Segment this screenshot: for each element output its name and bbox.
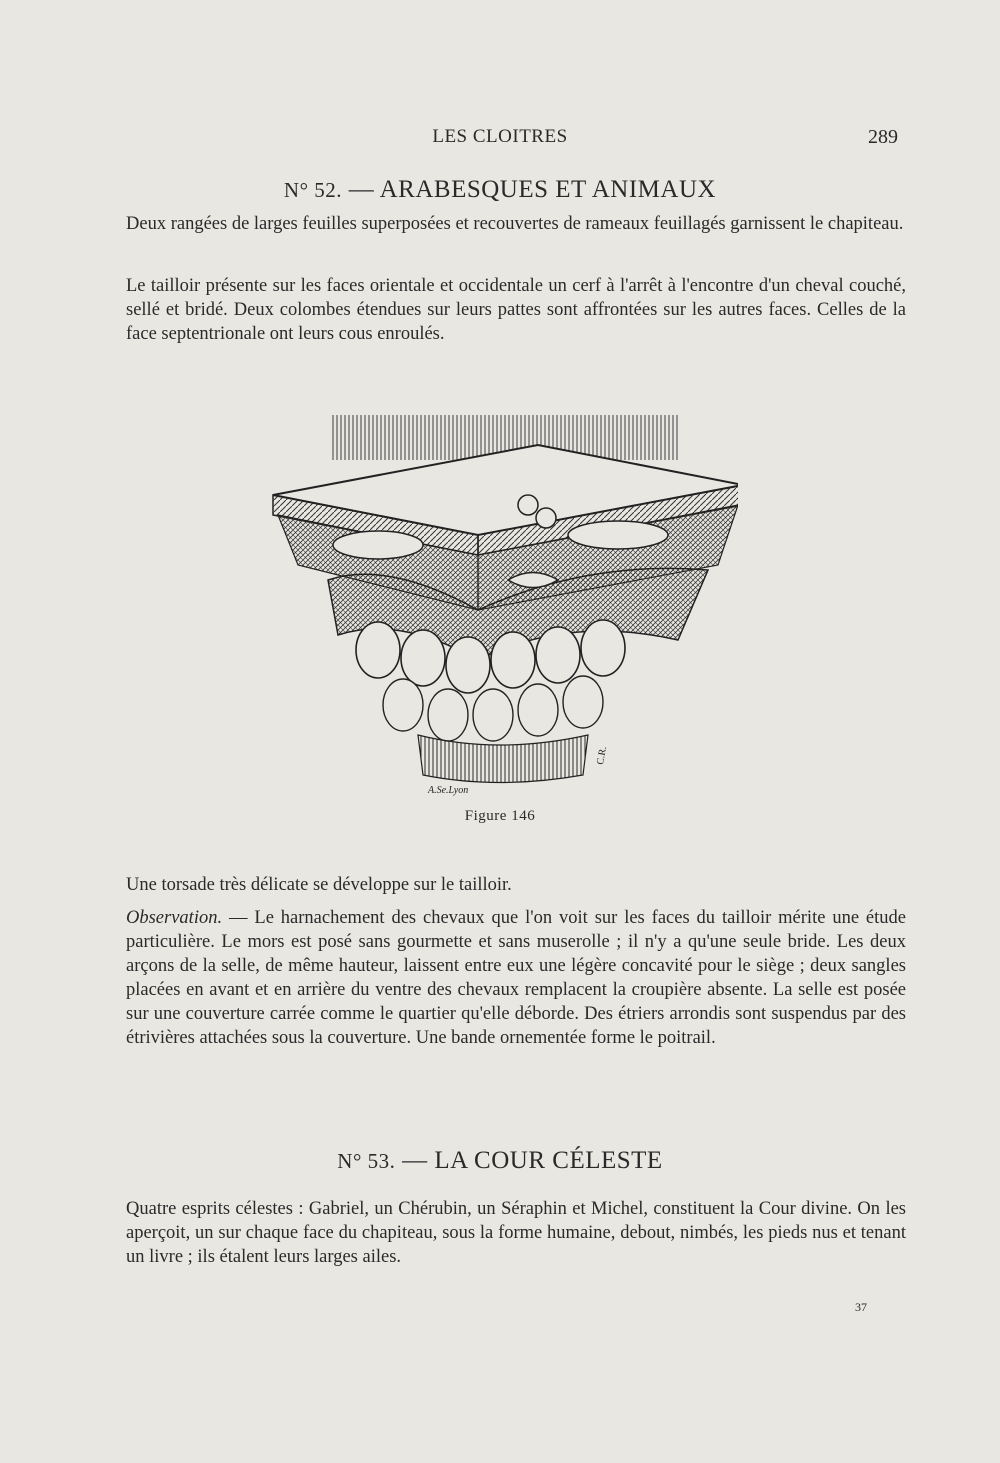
observation-label: Observation.: [126, 908, 223, 928]
page-number: 289: [868, 126, 898, 148]
observation-text: — Le harnachement des chevaux que l'on voit sur les faces du tailloir mérite une étude particulière. Le mors est posé sans gourmette et sans muserolle ; il n'y a qu'une seule bride. Les deux arçons de la selle, de même hauteur, laissent entre eux une légère concavité pour le siège ; deux sangles placées en avant et en arrière du ventre des chevaux remplacent la croupière absente. La selle est posée sur une couverture carrée comme le quartier qu'elle déborde. Des étriers arrondis sont suspendus par des étrivières attachées sous la couverture. Une bande ornementée forme le poitrail.: [126, 908, 906, 1048]
section-dash: —: [402, 1147, 428, 1174]
section-heading-53: [0, 1147, 1000, 1175]
figure-caption: Figure 146: [464, 808, 536, 824]
section-number: N° 52.: [283, 178, 342, 202]
paragraph: Quatre esprits célestes : Gabriel, un Chérubin, un Séraphin et Michel, constituent la Cour divine. On les aperçoit, un sur chaque face du chapiteau, sous la forme humaine, debout, nimbés, les pieds nus et tenant un livre ; ils étalent leurs larges ailes.: [126, 1199, 906, 1267]
running-head: LES CLOITRES: [432, 126, 568, 147]
section-dash: —: [348, 176, 375, 203]
monogram-mark: C.R.: [595, 745, 610, 766]
engraver-mark: A.Se.Lyon: [428, 785, 469, 796]
section-title: LA COUR CÉLESTE: [434, 1147, 663, 1174]
section-heading-52: [0, 176, 1000, 204]
observation-paragraph: [126, 906, 906, 1050]
capital-engraving: [268, 410, 738, 805]
signature-mark: 37: [855, 1300, 867, 1314]
capital-illustration: [268, 410, 738, 805]
paragraph: Deux rangées de larges feuilles superposées et recouvertes de rameaux feuillagés garnissent le chapiteau.: [126, 214, 904, 234]
section-number: N° 53.: [337, 1149, 396, 1173]
paragraph: Le tailloir présente sur les faces orientale et occidentale un cerf à l'arrêt à l'encontre d'un cheval couché, sellé et bridé. Deux colombes étendues sur leurs pattes sont affrontées sur les autres faces. Celles de la face septentrionale ont leurs cous enroulés.: [126, 276, 906, 344]
section-title: ARABESQUES ET ANIMAUX: [379, 176, 717, 203]
paragraph: Une torsade très délicate se développe sur le tailloir.: [126, 875, 512, 895]
